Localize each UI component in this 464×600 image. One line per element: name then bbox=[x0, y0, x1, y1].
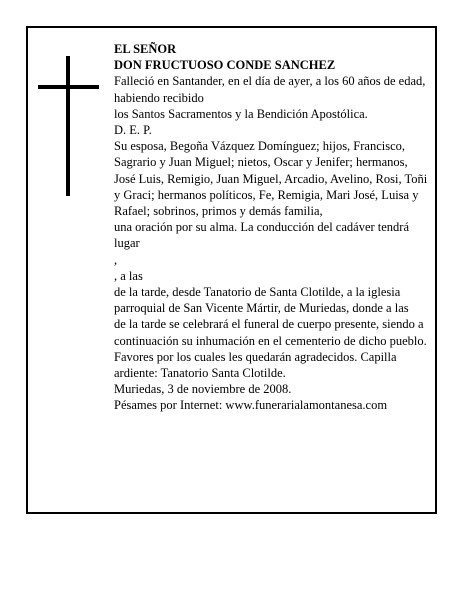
cross-icon bbox=[66, 56, 70, 196]
paragraph-conduction: de la tarde, desde Tanatorio de Santa Clotilde, a la iglesia parroquial de San Vicente Mártir, de Muriedas, donde a las bbox=[114, 285, 409, 316]
notice-text bbox=[114, 41, 430, 414]
internet-condolences: Pésames por Internet: www.funerarialamontanesa.com bbox=[114, 398, 388, 413]
paragraph-family: Su esposa, Begoña Vázquez Domínguez; hijos, Francisco, Sagrario y Juan Miguel; nietos, Oscar y Jenifer; hermanos, José Luis, Remigio, Juan Miguel, Arcadio, Avelino, Rosi, Toñi y Graci; hermanos políticos, Fe, Remigia, Mari José, Luisa y Rafael; sobrinos, primos y demás familia, bbox=[114, 139, 428, 219]
title-line2: DON FRUCTUOSO CONDE SANCHEZ bbox=[114, 58, 336, 73]
placeholder-comma: , bbox=[114, 252, 118, 267]
dep-line: D. E. P. bbox=[114, 123, 152, 138]
paragraph-funeral: de la tarde se celebrará el funeral de cuerpo presente, siendo a continuación su inhumación en el cementerio de dicho pueblo. Favores por los cuales les quedarán agradecidos. Capilla ardiente: Tanatorio Santa Clotilde. bbox=[114, 317, 427, 381]
placeholder-time: , a las bbox=[114, 268, 143, 283]
place-date: Muriedas, 3 de noviembre de 2008. bbox=[114, 382, 292, 397]
paragraph-death: Falleció en Santander, en el día de ayer, a los 60 años de edad, habiendo recibido bbox=[114, 74, 426, 105]
cross-icon-bar bbox=[38, 85, 99, 89]
paragraph-sacraments: los Santos Sacramentos y la Bendición Apostólica. bbox=[114, 106, 368, 121]
paragraph-prayer: una oración por su alma. La conducción del cadáver tendrá lugar bbox=[114, 220, 410, 251]
title-line1: EL SEÑOR bbox=[114, 42, 177, 56]
